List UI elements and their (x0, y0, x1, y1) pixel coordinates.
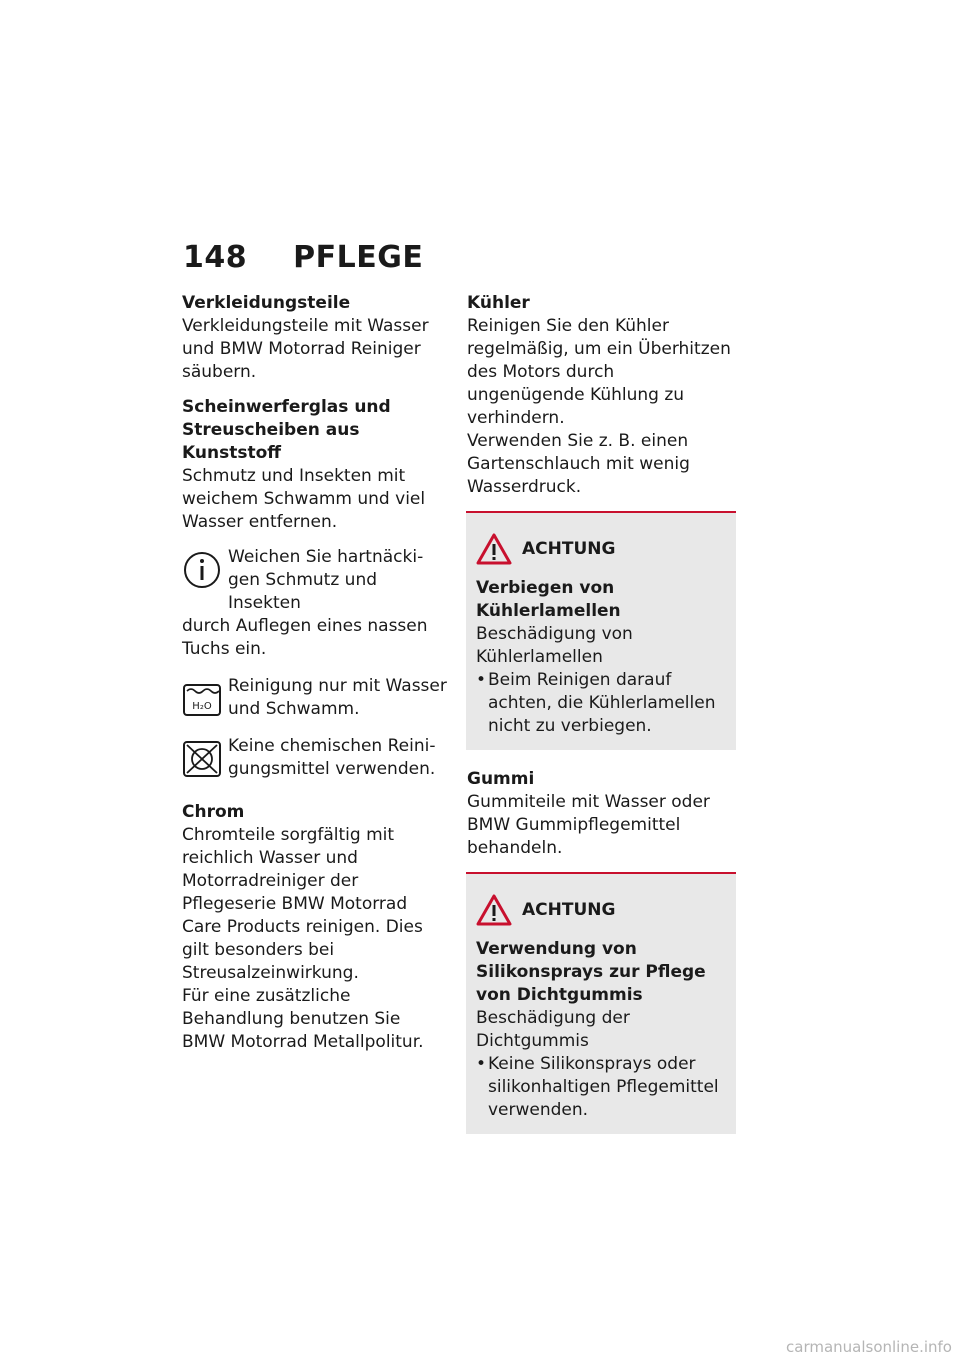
info-icon (182, 550, 222, 590)
section-text: Chromteile sorgfältig mit reichlich Wasser und Motorradreiniger der Pflegeserie BMW Motorrad Care Products reinigen. Dies gilt besonders bei Streusalzeinwirkung. (182, 825, 423, 983)
warning-title: Verwendung von Silikonsprays zur Pflege von Dichtgummis (476, 939, 706, 1005)
page-header (183, 240, 424, 275)
section-text: Für eine zusätzliche Behandlung benutzen Sie BMW Motorrad Metallpolitur. (182, 986, 424, 1052)
warning-box-gummi (466, 872, 736, 1134)
warning-label: ACHTUNG (522, 900, 616, 920)
bullet-text: Keine Silikonsprays oder silikonhaltigen Pflegemittel verwenden. (488, 1054, 719, 1120)
section-gummi (467, 768, 737, 860)
warning-label: ACHTUNG (522, 539, 616, 559)
warning-consequence: Beschädigung der Dichtgummis (476, 1008, 630, 1051)
note-line: Reinigung nur mit Wasser (228, 676, 447, 696)
water-label: H₂O (192, 701, 212, 712)
note-line: Keine chemischen Reini- (228, 736, 436, 756)
section-text: Verkleidungsteile mit Wasser und BMW Motorrad Reiniger säubern. (182, 316, 429, 382)
section-verkleidung (182, 292, 448, 384)
page-number: 148 (183, 240, 248, 275)
warning-head (476, 533, 726, 565)
left-column (182, 292, 448, 1066)
section-title: Scheinwerferglas und Streuscheiben aus Kunststoff (182, 397, 391, 463)
warning-triangle-icon (476, 894, 512, 926)
note-line: Weichen Sie hartnäcki- (228, 547, 424, 567)
chemical-note (182, 735, 448, 781)
section-scheinwerfer (182, 396, 448, 534)
warning-box-kuehler (466, 511, 736, 750)
bullet-dot: • (476, 670, 487, 690)
section-kuehler (467, 292, 737, 499)
section-title: Verkleidungsteile (182, 293, 351, 313)
warning-head (476, 894, 726, 926)
section-title: Chrom (182, 802, 245, 822)
section-text: Verwenden Sie z. B. einen Gartenschlauch mit wenig Wasserdruck. (467, 431, 690, 497)
warning-title: Verbiegen von Kühlerlamellen (476, 578, 621, 621)
warning-bullet (476, 669, 726, 738)
bullet-dot: • (476, 1054, 487, 1074)
section-text: Schmutz und Insekten mit weichem Schwamm und viel Wasser entfernen. (182, 466, 426, 532)
bullet-text: Beim Reinigen darauf achten, die Kühlerlamellen nicht zu verbiegen. (488, 670, 716, 736)
right-column (467, 292, 737, 1152)
warning-bullet (476, 1053, 726, 1122)
note-line: gen Schmutz und Insekten (228, 570, 378, 613)
note-line: durch Auflegen eines nassen Tuchs ein. (182, 616, 428, 659)
section-text: Gummiteile mit Wasser oder BMW Gummipflegemittel behandeln. (467, 792, 710, 858)
section-title: Gummi (467, 769, 535, 789)
water-wash-icon (182, 679, 222, 719)
info-note (182, 546, 448, 661)
note-line: gungsmittel verwenden. (228, 759, 436, 779)
note-line: und Schwamm. (228, 699, 360, 719)
section-title: Kühler (467, 293, 530, 313)
water-note (182, 675, 448, 721)
no-chemicals-icon (182, 739, 222, 779)
warning-consequence: Beschädigung von Kühlerlamellen (476, 624, 633, 667)
section-chrom (182, 801, 448, 1054)
watermark: carmanualsonline.info (786, 1338, 952, 1356)
warning-triangle-icon (476, 533, 512, 565)
chapter-title: PFLEGE (293, 240, 424, 275)
section-text: Reinigen Sie den Kühler regelmäßig, um ein Überhitzen des Motors durch ungenügende Kühlung zu verhindern. (467, 316, 731, 428)
